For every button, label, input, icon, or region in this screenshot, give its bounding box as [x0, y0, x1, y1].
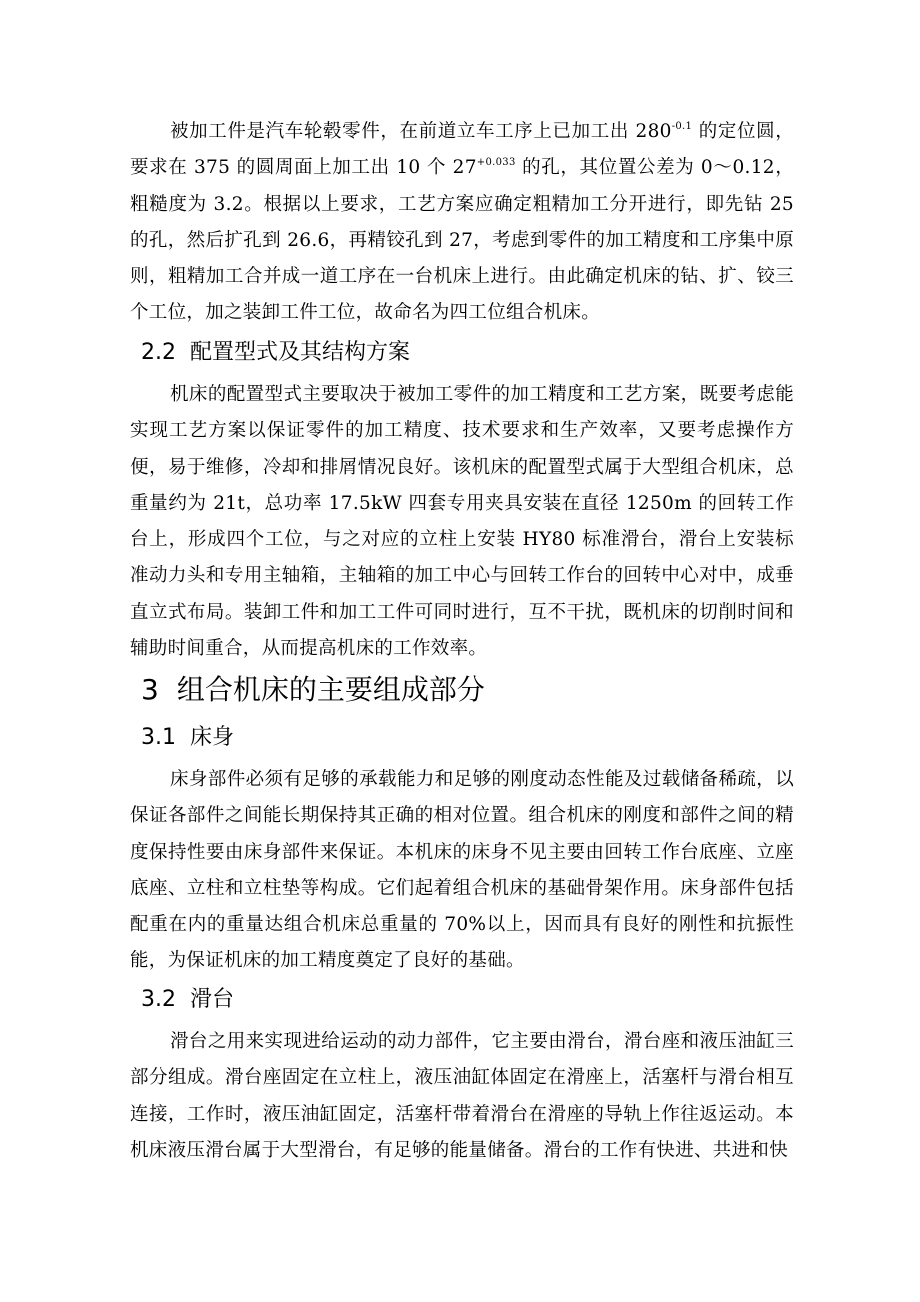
- section-heading-2-2: [141, 338, 410, 368]
- paragraph-text: 的孔，其位置公差为 0～0.12，粗糙度为 3.2。根据以上要求，工艺方案应确定粗精加工分开进行，即先钻 25 的孔，然后扩孔到 26.6，再精铰孔到 27，考虑到零件的加工精度和工序集中原则，粗精加工合并成一道工序在一台机床上进行。由此确定机床的钻、扩、铰三个工位，加之装卸工件工位，故命名为四工位组合机床。: [130, 157, 801, 324]
- section-title: 配置型式及其结构方案: [190, 340, 411, 365]
- section-heading-3-2: [141, 985, 234, 1015]
- section-number: 3.2: [141, 987, 176, 1012]
- paragraph-bed: 床身部件必须有足够的承载能力和足够的刚度动态性能及过载储备稀疏，以保证各部件之间能长期保持其正确的相对位置。组合机床的刚度和部件之间的精度保持性要由床身部件来保证。本机床的床身不见主要由回转工作台底座、立座底座、立柱和立柱垫等构成。它们起着组合机床的基础骨架作用。床身部件包括配重在内的重量达组合机床总重量的 70%以上，因而具有良好的刚性和抗振性能，为保证机床的加工精度奠定了良好的基础。: [130, 769, 794, 972]
- section-title: 床身: [190, 725, 235, 750]
- paragraph-text: 被加工件是汽车轮毂零件，在前道立车工序上已加工出 280: [170, 121, 672, 142]
- tolerance-superscript: -0.1: [671, 121, 693, 132]
- section-number: 2.2: [141, 340, 176, 365]
- paragraph-slide-table: 滑台之用来实现进给运动的动力部件，它主要由滑台，滑台座和液压油缸三部分组成。滑台座固定在立柱上，液压油缸体固定在滑座上，活塞杆与滑台相互连接，工作时，液压油缸固定，活塞杆带着滑台在滑座的导轨上作往返运动。本机床液压滑台属于大型滑台，有足够的能量储备。滑台的工作有快进、共进和快: [130, 1031, 794, 1161]
- section-number: 3.1: [141, 725, 176, 750]
- chapter-heading-3: [141, 672, 485, 708]
- chapter-title: 组合机床的主要组成部分: [176, 673, 485, 706]
- chapter-number: 3: [141, 673, 159, 706]
- section-title: 滑台: [190, 987, 235, 1012]
- paragraph-workpiece-intro: [130, 114, 801, 332]
- paragraph-configuration: 机床的配置型式主要取决于被加工零件的加工精度和工艺方案，既要考虑能实现工艺方案以保证零件的加工精度、技术要求和生产效率，又要考虑操作方便，易于维修，冷却和排屑情况良好。该机床的配置型式属于大型组合机床，总重量约为 21t，总功率 17.5kW 四套专用夹具安装在直径 1250m 的回转工作台上，形成四个工位，与之对应的立柱上安装 HY80 标准滑台，滑台上安装标准动力头和专用主轴箱，主轴箱的加工中心与回转工作台的回转中心对中，成垂直立式布局。装卸工件和加工工件可同时进行，互不干扰，既机床的切削时间和辅助时间重合，从而提高机床的工作效率。: [130, 384, 794, 660]
- paragraph-text: 的定位圆，要求在 375 的圆周面上加工出 10 个 27: [130, 121, 795, 179]
- tolerance-superscript: +0.033: [476, 157, 516, 169]
- section-heading-3-1: [141, 723, 234, 753]
